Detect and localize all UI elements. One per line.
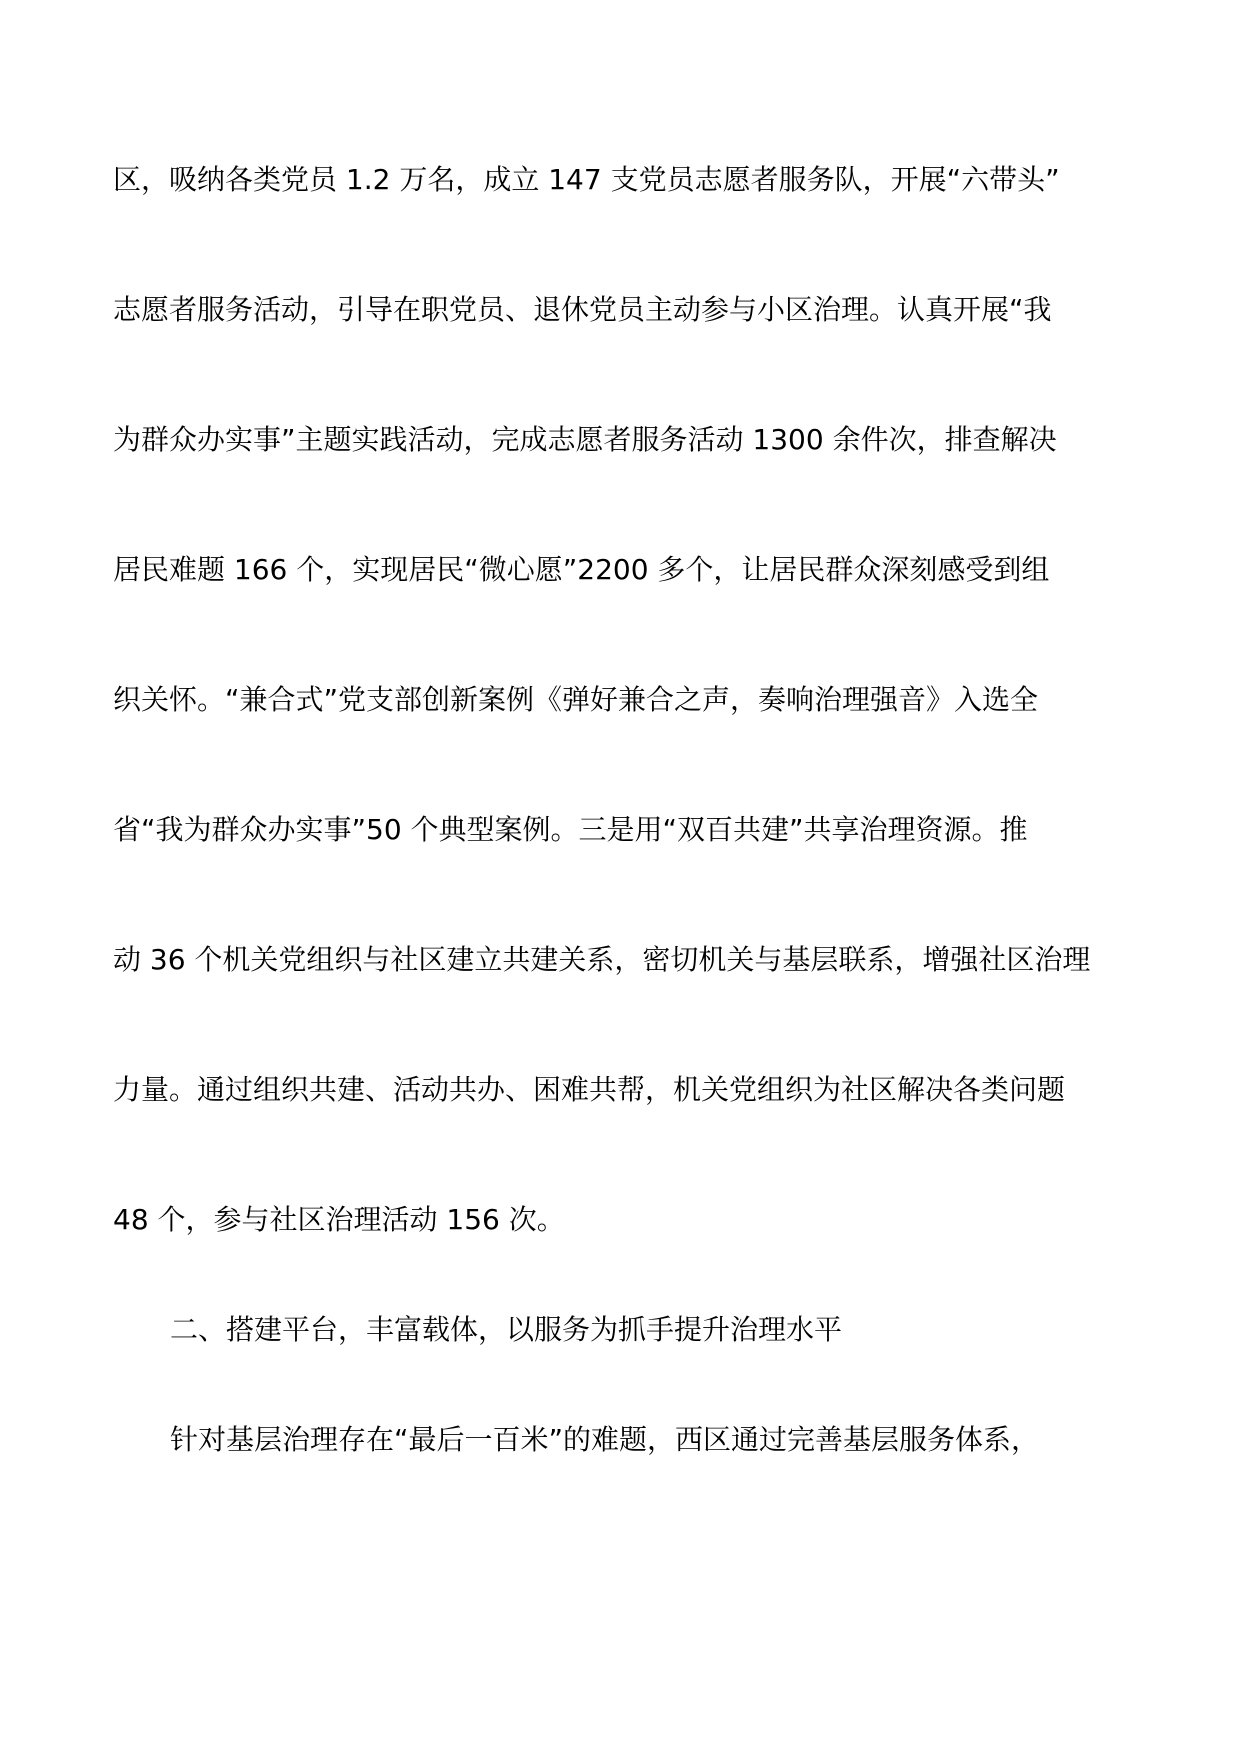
text-line-9: 48 个，参与社区治理活动 156 次。 [113, 1203, 565, 1236]
text-line-1: 区，吸纳各类党员 1.2 万名，成立 147 支党员志愿者服务队，开展“六带头” [113, 163, 1060, 196]
text-line-2: 志愿者服务活动，引导在职党员、退休党员主动参与小区治理。认真开展“我 [113, 293, 1052, 326]
section-heading: 二、搭建平台，丰富载体，以服务为抓手提升治理水平 [170, 1313, 843, 1346]
text-line-6: 省“我为群众办实事”50 个典型案例。三是用“双百共建”共享治理资源。推 [113, 813, 1028, 846]
text-line-7: 动 36 个机关党组织与社区建立共建关系，密切机关与基层联系，增强社区治理 [113, 943, 1091, 976]
paragraph-first-line: 针对基层治理存在“最后一百米”的难题，西区通过完善基层服务体系， [170, 1423, 1040, 1456]
text-line-8: 力量。通过组织共建、活动共办、困难共帮，机关党组织为社区解决各类问题 [113, 1073, 1066, 1106]
text-line-4: 居民难题 166 个，实现居民“微心愿”2200 多个，让居民群众深刻感受到组 [113, 553, 1050, 586]
text-line-3: 为群众办实事”主题实践活动，完成志愿者服务活动 1300 余件次，排查解决 [113, 423, 1057, 456]
text-line-5: 织关怀。“兼合式”党支部创新案例《弹好兼合之声，奏响治理强音》入选全 [113, 683, 1039, 716]
